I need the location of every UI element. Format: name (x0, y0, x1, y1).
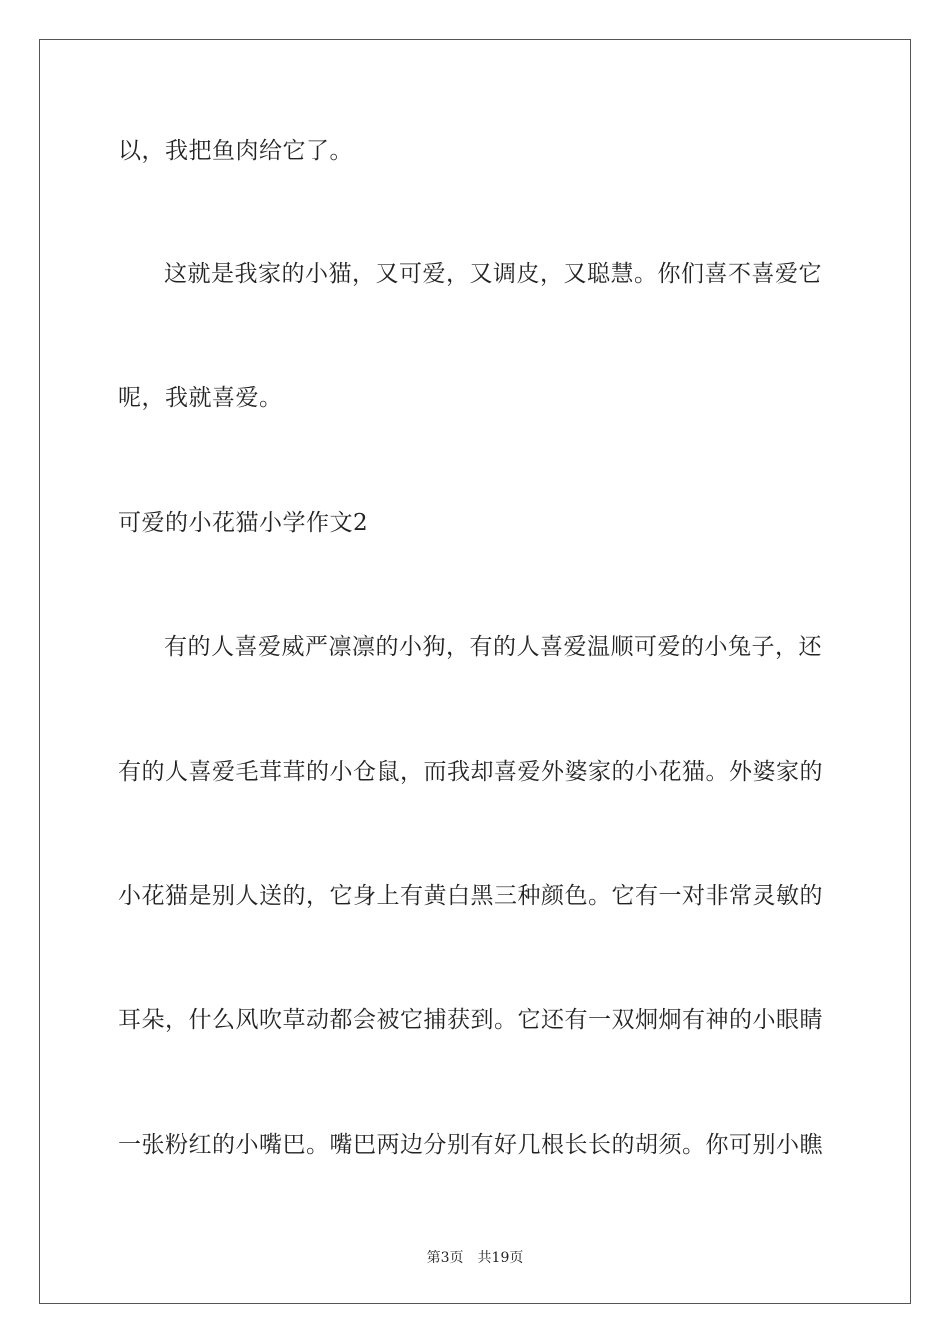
text-line: 耳朵，什么风吹草动都会被它捕获到。它还有一双炯炯有神的小眼睛 (118, 1007, 823, 1033)
text-line: 呢，我就喜爱。 (118, 385, 283, 411)
text-line: 小花猫是别人送的，它身上有黄白黑三种颜色。它有一对非常灵敏的 (118, 883, 823, 909)
section-heading: 可爱的小花猫小学作文2 (118, 510, 369, 536)
text-line: 一张粉红的小嘴巴。嘴巴两边分别有好几根长长的胡须。你可别小瞧 (118, 1132, 823, 1158)
text-line: 以，我把鱼肉给它了。 (118, 138, 353, 164)
page-border (39, 39, 911, 1304)
paragraph-start-line: 有的人喜爱威严凛凛的小狗，有的人喜爱温顺可爱的小兔子，还 (164, 634, 822, 660)
paragraph-start-line: 这就是我家的小猫，又可爱，又调皮，又聪慧。你们喜不喜爱它 (164, 261, 822, 287)
text-line: 有的人喜爱毛茸茸的小仓鼠，而我却喜爱外婆家的小花猫。外婆家的 (118, 759, 823, 785)
page-number-footer: 第3页 共19页 (426, 1250, 524, 1266)
